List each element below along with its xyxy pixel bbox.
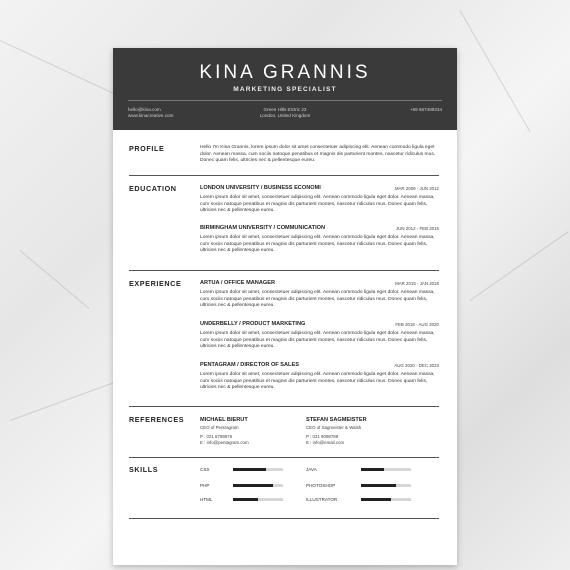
skill-bar-fill [233,468,266,471]
job-title: ARTUA / OFFICE MANAGER [200,280,275,286]
education-text: Lorem ipsum dolor sit amet, consectetuer adipiscing elit. Aenean commodo ligula eget dolor. Aenean massa, cum sociis natoque penatibus et magnis dis parturient montes, nascetur ridiculus mus. Donec quam felis, ultricies nec & pellentesque eureu. [200,235,435,254]
reference-contact [306,434,344,446]
skill-bar [233,484,283,487]
education-date: JUN 2012 - FEB 2015 [396,226,439,231]
skills-heading: SKILLS [129,465,159,474]
skill-bar-fill [233,484,273,487]
section-divider [129,406,439,407]
reference-role: CEO of Sagmeister & Walsh [306,425,362,430]
skill-label: CSS [200,467,210,472]
reference-email: E : info@pentagram.com [200,440,249,445]
education-title: BIRMINGHAM UNIVERSITY / COMMUNICATION [200,225,326,231]
reference-name: STEFAN SAGMEISTER [306,417,367,423]
address-line-2: London, United Kingdom [259,113,311,118]
job-date: AUG 2020 - DEC 2023 [394,363,439,368]
education-title: LONDON UNIVERSITY / BUSINESS ECONOMI [200,185,321,191]
skill-label: ILLUSTRATOR [306,497,338,502]
job-date: MAR 2015 - JAN 2018 [395,281,439,286]
contact-website: www.kinacreative.com [128,113,174,118]
skill-bar [361,498,411,501]
reference-phone: P : 021 8789876 [200,434,233,439]
section-divider [129,175,439,176]
header-divider [128,100,442,101]
skill-bar [361,468,411,471]
section-divider [129,270,439,271]
education-date: MAR 2009 - JUN 2012 [394,186,439,191]
reference-email: E : info@email.com [306,440,345,445]
address-line-1: Green Hills Elctric 23 [263,107,307,112]
job-description: Lorem ipsum dolor sit amet, consectetuer adipiscing elit. Aenean commodo ligula eget dolor. Aenean massa, cum sociis natoque penatibus et magnis dis parturient montes, nascetur ridiculus mus. Donec quam felis, ultricies nec & pellentesque eureu. [200,372,435,391]
skill-bar [233,468,283,471]
candidate-name: KINA GRANNIS [199,62,371,83]
contact-email: hello@kina.com [128,107,161,112]
resume-header [113,48,457,130]
skill-label: JAVA [306,467,317,472]
section-divider [129,518,439,519]
profile-text: Hello I'm Kina Grannis, lorem ipsum dolor sit amet consectetuer adipiscing elit. Aenean commodo ligula eget dolor. Aenean massa, cum sociis natoque penatibus et magnis dis parturient montes, nascetur ridiculus mus. Donec quam felis, ultricies nec & pellentesque eureu. [200,145,436,164]
resume-page [113,48,457,565]
job-title: UNDERBELLY / PRODUCT MARKETING [200,321,306,327]
contact-address [113,107,457,119]
skill-bar-fill [361,484,396,487]
reference-name: MICHAEL BIERUT [200,417,248,423]
contact-phone: +69 657489234 [409,107,442,112]
experience-heading: EXPERIENCE [129,279,182,288]
education-heading: EDUCATION [129,184,177,193]
job-date: FEB 2018 - AUG 2020 [395,322,439,327]
references-heading: REFERENCES [129,415,185,424]
skill-label: PHOTOSHOP [306,483,336,488]
skill-label: PHP [200,483,210,488]
profile-heading: PROFILE [129,144,165,153]
section-divider [129,457,439,458]
job-title: PENTAGRAM / DIRECTOR OF SALES [200,362,299,368]
job-description: Lorem ipsum dolor sit amet, consectetuer adipiscing elit. Aenean commodo ligula eget dolor. Aenean massa, cum sociis natoque penatibus et magnis dis parturient montes, nascetur ridiculus mus. Donec quam felis, ultricies nec & pellentesque eureu. [200,290,435,309]
candidate-title: MARKETING SPECIALIST [233,86,337,93]
skill-bar-fill [233,498,258,501]
skill-bar [233,498,283,501]
skill-bar [361,484,411,487]
job-description: Lorem ipsum dolor sit amet, consectetuer adipiscing elit. Aenean commodo ligula eget dolor. Aenean massa, cum sociis natoque penatibus et magnis dis parturient montes, nascetur ridiculus mus. Donec quam felis, ultricies nec & pellentesque eureu. [200,331,435,350]
reference-role: CEO of Pentragram [200,425,239,430]
reference-phone: P : 021 9098789 [306,434,339,439]
skill-bar-fill [361,468,384,471]
reference-contact [200,434,249,446]
skill-bar-fill [361,498,391,501]
skill-label: HTML [200,497,213,502]
education-text: Lorem ipsum dolor sit amet, consectetuer adipiscing elit. Aenean commodo ligula eget dolor. Aenean massa, cum sociis natoque penatibus et magnis dis parturient montes, nascetur ridiculus mus. Donec quam felis, ultricies nec & pellentesque eureu. [200,195,435,214]
